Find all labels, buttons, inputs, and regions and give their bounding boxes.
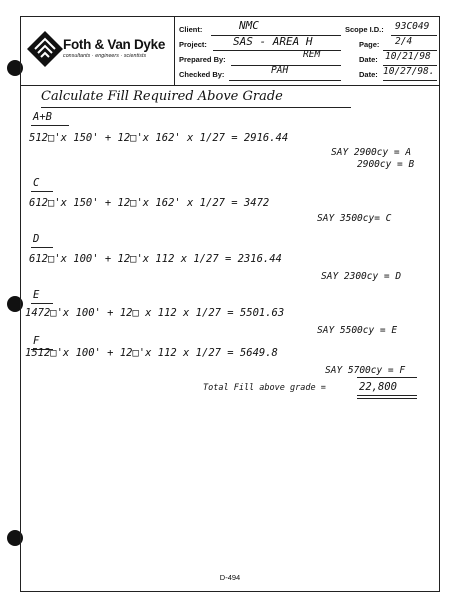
calc-line: 1512□'x 100' + 12□'x 112 x 1/27 = 5649.8 xyxy=(25,347,278,359)
calc-line: 612□'x 100' + 12□'x 112 x 1/27 = 2316.44 xyxy=(29,253,282,265)
total-value: 22,800 xyxy=(359,381,397,393)
date-value-1: 10/21/98 xyxy=(385,51,431,62)
scope-value: 93C049 xyxy=(395,21,430,32)
total-label: Total Fill above grade = xyxy=(203,383,326,393)
date-label-2: Date: xyxy=(359,70,378,79)
calc-line: 1472□'x 100' + 12□ x 112 x 1/27 = 5501.63 xyxy=(25,307,285,319)
diamond-logo-icon xyxy=(25,29,65,69)
section-underline xyxy=(31,191,53,192)
page-label: Page: xyxy=(359,40,380,49)
calc-line: 512□'x 150' + 12□'x 162' x 1/27 = 2916.44 xyxy=(29,132,289,144)
total-underline-2 xyxy=(357,398,417,399)
say-value: 2900cy = B xyxy=(357,159,415,170)
section-underline xyxy=(31,303,53,304)
date-value-2: 10/27/98. xyxy=(383,66,435,77)
say-value: SAY 5700cy = F xyxy=(325,365,406,376)
project-label: Project: xyxy=(179,40,207,49)
total-underline-1 xyxy=(357,395,417,396)
company-name: Foth & Van Dyke xyxy=(63,37,166,52)
project-line xyxy=(213,50,341,51)
say-value: SAY 2300cy = D xyxy=(321,271,402,282)
prepared-by-value: REM xyxy=(303,49,321,60)
company-tagline: consultants · engineers · scientists xyxy=(63,53,147,59)
calc-line: 612□'x 150' + 12□'x 162' x 1/27 = 3472 xyxy=(29,197,270,209)
title-block xyxy=(21,17,439,86)
page-value: 2/4 xyxy=(395,36,413,47)
section-label: F xyxy=(33,335,40,347)
checked-by-label: Checked By: xyxy=(179,70,225,79)
document-id: D-494 xyxy=(219,573,241,582)
section-label: E xyxy=(33,289,40,301)
date-line-2 xyxy=(383,80,437,81)
section-label: C xyxy=(33,177,40,189)
say-value: SAY 2900cy = A xyxy=(331,147,412,158)
calculation-title: Calculate Fill Required Above Grade xyxy=(41,89,283,104)
section-underline xyxy=(31,247,53,248)
total-overline xyxy=(357,377,417,378)
title-underline xyxy=(41,107,351,108)
project-value: SAS - AREA H xyxy=(233,35,313,48)
date-label-1: Date: xyxy=(359,55,378,64)
calculation-sheet xyxy=(20,16,440,592)
client-value: NMC xyxy=(239,19,259,32)
say-value: SAY 5500cy = E xyxy=(317,325,398,336)
checked-by-value: PAH xyxy=(271,65,289,76)
section-label: A+B xyxy=(33,111,52,123)
section-label: D xyxy=(33,233,40,245)
client-label: Client: xyxy=(179,25,203,34)
company-logo-box xyxy=(21,17,175,85)
prepared-by-label: Prepared By: xyxy=(179,55,226,64)
checked-by-line xyxy=(229,80,341,81)
say-value: SAY 3500cy= C xyxy=(317,213,392,224)
section-underline xyxy=(31,125,69,126)
scope-label: Scope I.D.: xyxy=(345,25,384,34)
